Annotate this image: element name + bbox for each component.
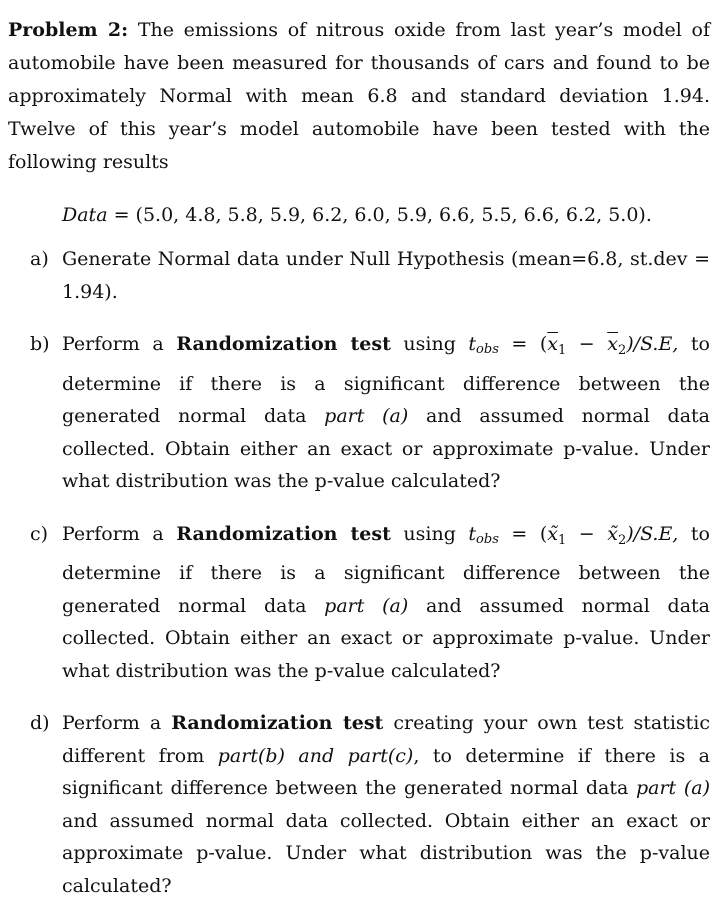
part-b-using: using [403,333,456,355]
part-c-marker: c) [30,522,49,545]
part-b [8,328,710,498]
part-c-post2: and assumed normal data collected. Obtain either an exact or approximate p-value. Under what distribution was the p-value calculated? [62,594,711,682]
part-d-ref-bc: part(b) and part(c) [217,744,414,767]
formula-end: )/S.E, [626,333,679,355]
part-d-post1: creating your own test statistic different from [62,712,711,767]
part-b-method: Randomization test [176,333,391,355]
part-c-pre: Perform a [62,522,164,545]
part-b-post2: and assumed normal data collected. Obtain either an exact or approximate p-value. Under what distribution was the p-value calculated? [62,405,711,492]
data-values: = (5.0, 4.8, 5.8, 5.9, 6.2, 6.0, 5.9, 6.6, 5.5, 6.6, 6.2, 5.0). [113,204,652,226]
part-c-ref: part (a) [324,594,409,617]
data-equation [62,201,710,229]
formula-x1: x̃ [547,522,558,545]
formula-t: t [468,522,477,545]
formula-sub1: 1 [557,343,567,358]
part-a-marker: a) [30,248,49,270]
part-d-ref: part (a) [635,777,711,799]
part-b-formula [468,333,679,358]
part-c-post1: to determine if there is a significant difference between the generated normal data [62,522,710,617]
part-d-method: Randomization test [171,712,384,734]
formula-t: t [468,333,477,355]
formula-sub1: 1 [557,532,567,548]
problem-intro-text: The emissions of nitrous oxide from last year’s model of automobile have been measured for thousands of cars and found to be approximately Normal with mean 6.8 and standard deviation 1.94. Twelve of this year’s model automobile have been tested with the following results [8,19,710,173]
part-c [8,518,710,688]
formula-x2: x̃ [607,522,618,545]
part-b-pre: Perform a [62,333,164,355]
part-b-marker: b) [30,333,50,355]
part-a-text: Generate Normal data under Null Hypothesis (mean=6.8, st.dev = 1.94). [62,248,710,303]
part-d-marker: d) [30,712,50,734]
problem-label: Problem 2: [8,19,129,41]
part-c-formula [468,522,679,548]
formula-end: )/S.E, [626,522,679,545]
part-c-method: Randomization test [176,522,391,545]
part-a [8,243,710,308]
data-variable: Data [62,204,108,226]
parts-list [8,243,710,902]
formula-eq: = ( [498,522,548,545]
problem-intro [8,14,710,179]
formula-sub2: 2 [617,343,627,358]
part-d-pre: Perform a [62,712,162,734]
formula-minus: − [566,522,608,545]
formula-sub2: 2 [617,532,627,548]
part-d [8,707,710,902]
formula-eq: = ( [498,333,548,355]
formula-x1: $\overline{x}$ [547,333,558,355]
formula-x2: $\overline{x}$ [607,333,618,355]
part-b-post1: to determine if there is a significant difference between the generated normal data [62,333,710,427]
formula-sub: obs [476,531,499,547]
part-c-using: using [403,522,456,545]
part-d-post2: , to determine if there is a significant difference between the generated normal data [62,744,711,799]
part-d-post3: and assumed normal data collected. Obtain either an exact or approximate p-value. Under what distribution was the p-value calculated? [62,809,710,897]
formula-sub: obs [476,342,499,357]
part-b-ref: part (a) [324,405,409,427]
formula-minus: − [566,333,608,355]
